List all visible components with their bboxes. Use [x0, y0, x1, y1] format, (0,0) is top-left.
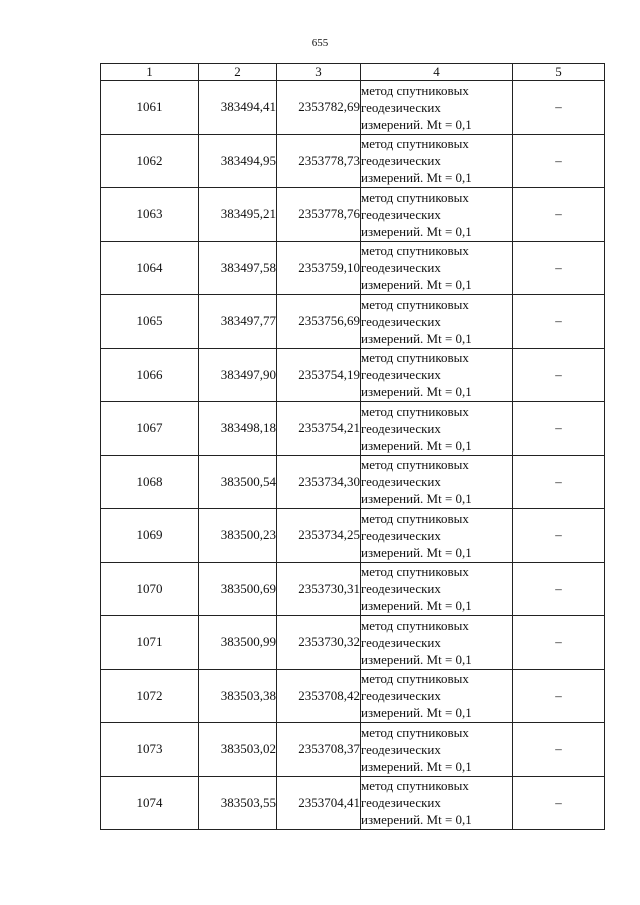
method-line: метод спутниковых: [361, 403, 469, 419]
method-line: измерений. Mt = 0,1: [361, 812, 472, 828]
note-cell: –: [513, 402, 605, 456]
table-row: [101, 723, 605, 777]
method-cell: [361, 241, 513, 295]
coordinate-x-cell: 383500,23: [199, 509, 277, 563]
coordinate-x-cell: 383497,90: [199, 348, 277, 402]
point-number-cell: 1070: [101, 562, 199, 616]
coordinate-y-cell: 2353734,25: [277, 509, 361, 563]
coordinate-x-cell: 383494,95: [199, 134, 277, 188]
method-line: метод спутниковых: [361, 350, 469, 366]
coordinate-x-cell: 383503,02: [199, 723, 277, 777]
table-row: [101, 241, 605, 295]
note-cell: –: [513, 669, 605, 723]
note-cell: –: [513, 295, 605, 349]
coordinate-y-cell: 2353708,42: [277, 669, 361, 723]
coordinate-x-cell: 383500,69: [199, 562, 277, 616]
method-line: метод спутниковых: [361, 457, 469, 473]
coordinate-y-cell: 2353730,32: [277, 616, 361, 670]
table-row: [101, 509, 605, 563]
method-cell: [361, 509, 513, 563]
method-line: геодезических: [361, 527, 441, 543]
point-number-cell: 1061: [101, 81, 199, 135]
method-line: измерений. Mt = 0,1: [361, 170, 472, 186]
coordinate-x-cell: 383503,55: [199, 776, 277, 830]
method-cell: [361, 81, 513, 135]
coordinate-y-cell: 2353782,69: [277, 81, 361, 135]
coordinate-y-cell: 2353756,69: [277, 295, 361, 349]
coordinate-x-cell: 383497,77: [199, 295, 277, 349]
method-line: геодезических: [361, 153, 441, 169]
method-cell: [361, 402, 513, 456]
table-row: [101, 295, 605, 349]
method-line: геодезических: [361, 99, 441, 115]
point-number-cell: 1069: [101, 509, 199, 563]
point-number-cell: 1072: [101, 669, 199, 723]
note-cell: –: [513, 562, 605, 616]
note-cell: –: [513, 723, 605, 777]
coordinate-y-cell: 2353759,10: [277, 241, 361, 295]
table-row: [101, 776, 605, 830]
coordinate-x-cell: 383497,58: [199, 241, 277, 295]
method-cell: [361, 455, 513, 509]
point-number-cell: 1063: [101, 188, 199, 242]
table-row: [101, 188, 605, 242]
note-cell: –: [513, 188, 605, 242]
point-number-cell: 1067: [101, 402, 199, 456]
coordinate-x-cell: 383503,38: [199, 669, 277, 723]
note-cell: –: [513, 81, 605, 135]
method-line: геодезических: [361, 634, 441, 650]
method-line: геодезических: [361, 313, 441, 329]
note-cell: –: [513, 348, 605, 402]
table-row: [101, 562, 605, 616]
point-number-cell: 1065: [101, 295, 199, 349]
note-cell: –: [513, 509, 605, 563]
point-number-cell: 1074: [101, 776, 199, 830]
method-line: метод спутниковых: [361, 189, 469, 205]
method-line: геодезических: [361, 688, 441, 704]
method-line: геодезических: [361, 474, 441, 490]
column-header: 2: [199, 64, 277, 81]
method-line: измерений. Mt = 0,1: [361, 437, 472, 453]
point-number-cell: 1073: [101, 723, 199, 777]
note-cell: –: [513, 134, 605, 188]
method-line: геодезических: [361, 260, 441, 276]
method-line: метод спутниковых: [361, 82, 469, 98]
column-header: 4: [361, 64, 513, 81]
method-line: геодезических: [361, 741, 441, 757]
method-line: метод спутниковых: [361, 778, 469, 794]
coordinate-x-cell: 383495,21: [199, 188, 277, 242]
coordinate-y-cell: 2353778,76: [277, 188, 361, 242]
method-line: измерений. Mt = 0,1: [361, 384, 472, 400]
method-line: геодезических: [361, 581, 441, 597]
method-line: геодезических: [361, 206, 441, 222]
page-number: 655: [311, 37, 329, 49]
column-header: 3: [277, 64, 361, 81]
method-line: метод спутниковых: [361, 617, 469, 633]
method-line: измерений. Mt = 0,1: [361, 544, 472, 560]
point-number-cell: 1068: [101, 455, 199, 509]
method-line: измерений. Mt = 0,1: [361, 491, 472, 507]
coordinate-y-cell: 2353708,37: [277, 723, 361, 777]
method-line: метод спутниковых: [361, 724, 469, 740]
note-cell: –: [513, 241, 605, 295]
method-cell: [361, 348, 513, 402]
method-line: измерений. Mt = 0,1: [361, 116, 472, 132]
method-line: метод спутниковых: [361, 510, 469, 526]
table-row: [101, 348, 605, 402]
coordinate-x-cell: 383498,18: [199, 402, 277, 456]
method-line: метод спутниковых: [361, 136, 469, 152]
method-cell: [361, 723, 513, 777]
coordinates-table: [100, 63, 605, 830]
method-line: геодезических: [361, 795, 441, 811]
method-line: измерений. Mt = 0,1: [361, 598, 472, 614]
note-cell: –: [513, 616, 605, 670]
point-number-cell: 1064: [101, 241, 199, 295]
method-cell: [361, 669, 513, 723]
method-line: метод спутниковых: [361, 296, 469, 312]
method-line: измерений. Mt = 0,1: [361, 330, 472, 346]
point-number-cell: 1066: [101, 348, 199, 402]
point-number-cell: 1071: [101, 616, 199, 670]
note-cell: –: [513, 776, 605, 830]
table-row: [101, 455, 605, 509]
coordinate-x-cell: 383494,41: [199, 81, 277, 135]
table-row: [101, 81, 605, 135]
method-line: измерений. Mt = 0,1: [361, 223, 472, 239]
table-row: [101, 134, 605, 188]
point-number-cell: 1062: [101, 134, 199, 188]
coordinate-y-cell: 2353730,31: [277, 562, 361, 616]
method-cell: [361, 776, 513, 830]
table-row: [101, 669, 605, 723]
method-line: метод спутниковых: [361, 671, 469, 687]
method-line: метод спутниковых: [361, 564, 469, 580]
coordinate-y-cell: 2353754,21: [277, 402, 361, 456]
coordinate-y-cell: 2353704,41: [277, 776, 361, 830]
table-header-row: [101, 64, 605, 81]
column-header: 5: [513, 64, 605, 81]
method-line: измерений. Mt = 0,1: [361, 758, 472, 774]
method-line: геодезических: [361, 420, 441, 436]
method-cell: [361, 562, 513, 616]
method-cell: [361, 188, 513, 242]
coordinate-y-cell: 2353734,30: [277, 455, 361, 509]
method-line: геодезических: [361, 367, 441, 383]
table-row: [101, 616, 605, 670]
note-cell: –: [513, 455, 605, 509]
table-row: [101, 402, 605, 456]
method-line: метод спутниковых: [361, 243, 469, 259]
coordinate-y-cell: 2353754,19: [277, 348, 361, 402]
method-line: измерений. Mt = 0,1: [361, 651, 472, 667]
method-cell: [361, 616, 513, 670]
method-cell: [361, 134, 513, 188]
method-line: измерений. Mt = 0,1: [361, 705, 472, 721]
coordinate-x-cell: 383500,54: [199, 455, 277, 509]
method-cell: [361, 295, 513, 349]
column-header: 1: [101, 64, 199, 81]
coordinate-x-cell: 383500,99: [199, 616, 277, 670]
coordinate-y-cell: 2353778,73: [277, 134, 361, 188]
method-line: измерений. Mt = 0,1: [361, 277, 472, 293]
